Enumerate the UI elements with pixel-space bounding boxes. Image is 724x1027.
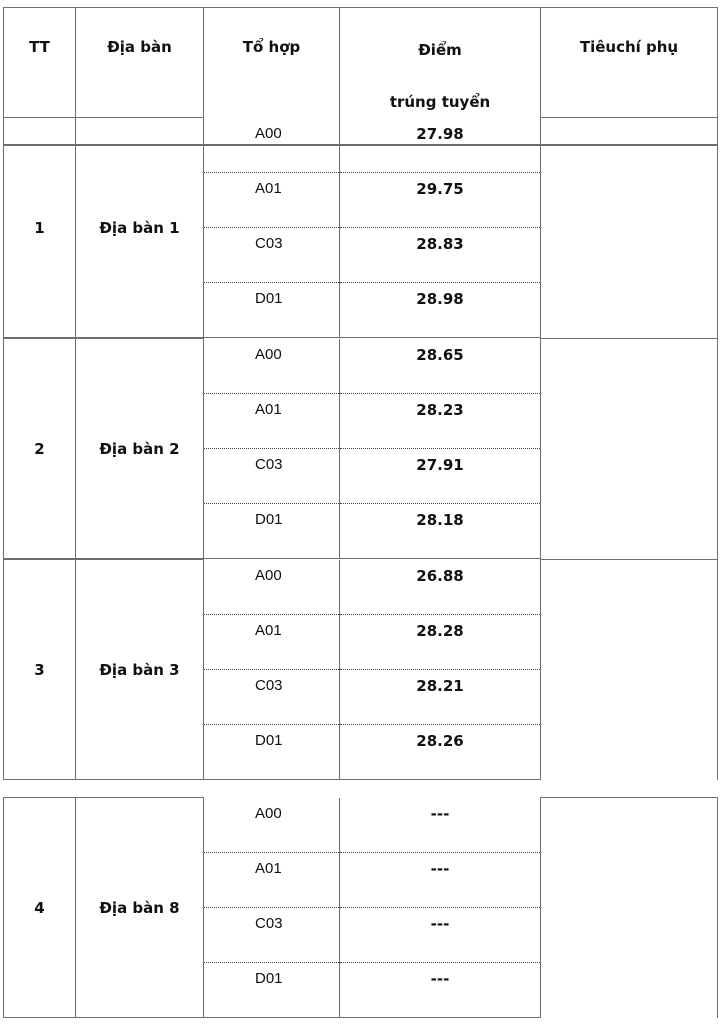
cell-diem: 28.18 [340, 504, 541, 559]
cell-to-hop: C03 [204, 908, 340, 963]
cell-diem: 28.23 [340, 394, 541, 449]
group-3 [3, 559, 718, 780]
cell-to-hop: A01 [204, 394, 340, 449]
cell-to-hop: C03 [204, 228, 340, 283]
group-4 [3, 797, 718, 1018]
header-dia-ban: Địa bàn [76, 8, 204, 146]
cell-diem: 27.91 [340, 449, 541, 504]
cell-dia-ban: Địa bàn 2 [76, 339, 204, 559]
header-diem-line1: Điểm [418, 41, 462, 59]
cell-diem: 28.21 [340, 670, 541, 725]
cell-diem: --- [340, 798, 541, 853]
cell-to-hop: A01 [204, 173, 340, 228]
cell-tt: 1 [4, 118, 76, 338]
cell-dia-ban: Địa bàn 1 [76, 118, 204, 338]
cell-to-hop: A00 [204, 118, 340, 173]
header-tieu-chi: Tiêuchí phụ [541, 8, 718, 146]
cell-to-hop: D01 [204, 725, 340, 780]
cell-to-hop: D01 [204, 283, 340, 338]
score-table [3, 7, 717, 1021]
cell-tt: 2 [4, 339, 76, 559]
cell-dia-ban: Địa bàn 8 [76, 798, 204, 1018]
cell-to-hop: D01 [204, 963, 340, 1018]
cell-tieu-chi [541, 339, 718, 559]
header-to-hop: Tổ hợp [204, 8, 340, 146]
cell-diem: 26.88 [340, 560, 541, 615]
cell-diem: --- [340, 963, 541, 1018]
group-2 [3, 338, 718, 559]
cell-diem: 28.83 [340, 228, 541, 283]
cell-to-hop: A00 [204, 560, 340, 615]
cell-diem: 28.28 [340, 615, 541, 670]
cell-to-hop: C03 [204, 670, 340, 725]
cell-to-hop: A01 [204, 615, 340, 670]
cell-to-hop: A00 [204, 339, 340, 394]
header-tt: TT [4, 8, 76, 146]
table-row [4, 798, 718, 853]
cell-tieu-chi [541, 118, 718, 338]
cell-tt: 4 [4, 798, 76, 1018]
cell-diem: --- [340, 908, 541, 963]
cell-diem: 28.65 [340, 339, 541, 394]
cell-tt: 3 [4, 560, 76, 780]
table-row [4, 339, 718, 394]
cell-dia-ban: Địa bàn 3 [76, 560, 204, 780]
cell-to-hop: D01 [204, 504, 340, 559]
header-diem-line2: trúng tuyển [389, 93, 491, 111]
cell-tieu-chi [541, 560, 718, 780]
cell-diem: 28.98 [340, 283, 541, 338]
cell-diem: 27.98 [340, 118, 541, 173]
table-row [4, 118, 718, 173]
cell-diem: 28.26 [340, 725, 541, 780]
cell-diem: --- [340, 853, 541, 908]
cell-to-hop: A00 [204, 798, 340, 853]
cell-to-hop: C03 [204, 449, 340, 504]
cell-diem: 29.75 [340, 173, 541, 228]
cell-to-hop: A01 [204, 853, 340, 908]
group-1 [3, 117, 718, 338]
table-row [4, 560, 718, 615]
cell-tieu-chi [541, 798, 718, 1018]
